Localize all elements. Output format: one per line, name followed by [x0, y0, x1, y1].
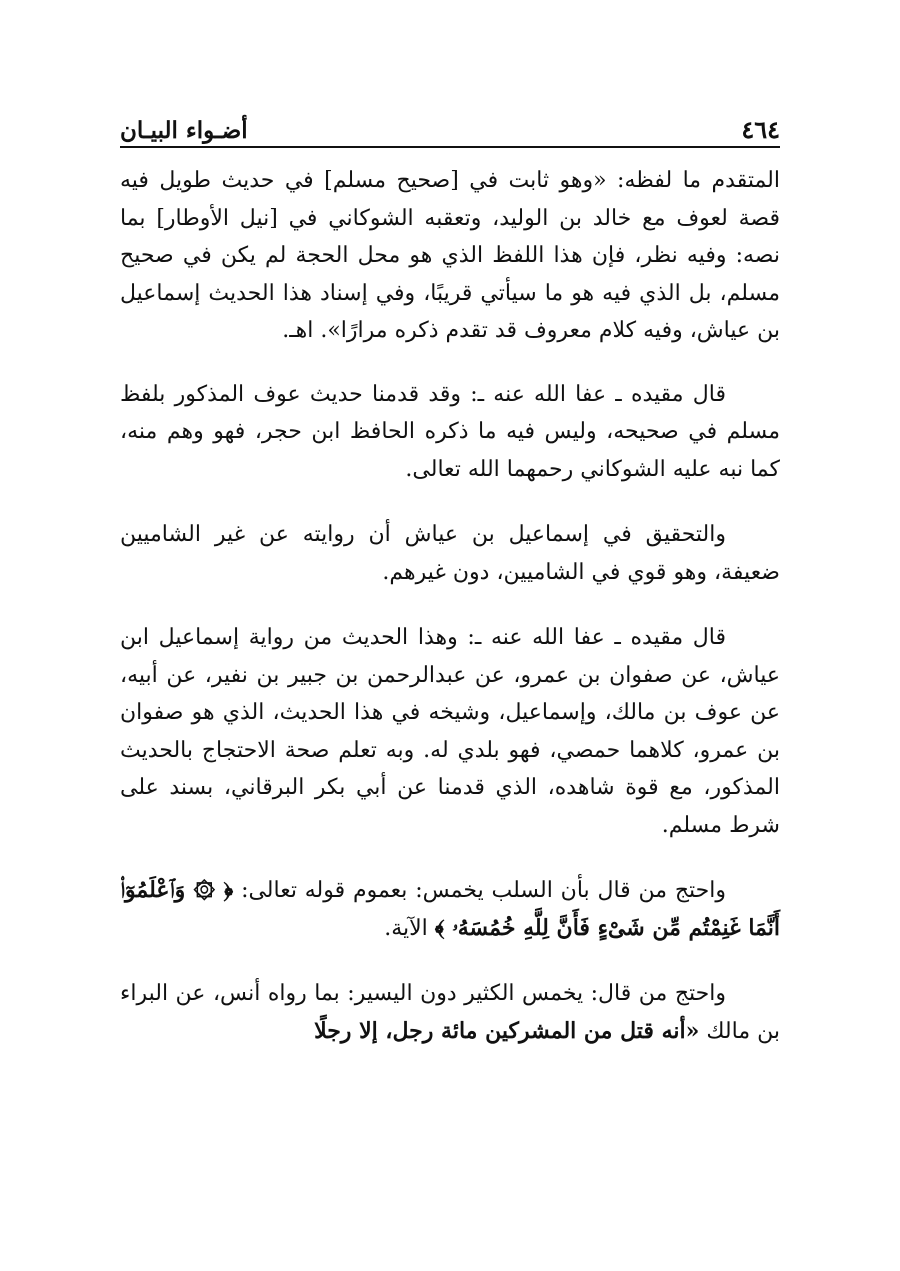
paragraph-author-comment-2: قال مقيده ـ عفا الله عنه ـ: وهذا الحديث من رواية إسماعيل ابن عياش، عن صفوان بن عمرو، عن عبدالرحمن بن جبير بن نفير، عن أبيه، عن عوف بن مالك، وإسماعيل، وشيخه في هذا الحديث، الذي هو صفوان بن عمرو، كلاهما حمصي، فهو بلدي له. وبه تعلم صحة الاحتجاج بالحديث المذكور، مع قوة شاهده، الذي قدمنا عن أبي بكر البرقاني، بسند على شرط مسلم.: [120, 625, 780, 838]
book-title: أضـواء البيـان: [120, 117, 248, 144]
verse-tail-text: الآية.: [384, 915, 428, 941]
page-number: ٤٦٤: [741, 115, 780, 144]
quran-verse: ﴿ ۞ وَٱعْلَمُوٓا۟ أَنَّمَا غَنِمْتُم مِّن شَىْءٍ فَأَنَّ لِلَّهِ خُمُسَهُۥ ﴾: [120, 877, 780, 941]
hadith-quote: «أنه قتل من المشركين مائة رجل، إلا رجلًا: [314, 1017, 700, 1044]
book-page: [120, 100, 780, 1078]
page-content: [120, 148, 780, 1050]
paragraph-verification: والتحقيق في إسماعيل بن عياش أن روايته عن غير الشاميين ضعيفة، وهو قوي في الشاميين، دون غيرهم.: [120, 522, 780, 585]
paragraph-hadith-argument: [120, 975, 780, 1050]
paragraph-quran-argument: [120, 872, 780, 947]
hadith-lead-text: واحتج من قال: يخمس الكثير دون اليسير: بما رواه أنس، عن البراء بن مالك: [120, 981, 780, 1044]
paragraph-author-comment-1: قال مقيده ـ عفا الله عنه ـ: وقد قدمنا حديث عوف المذكور بلفظ مسلم في صحيحه، وليس فيه ما ذكره الحافظ ابن حجر، فهو وهم منه، كما نبه عليه الشوكاني رحمهما الله تعالى.: [120, 381, 780, 482]
page-header: [120, 100, 780, 148]
argument-lead-text: واحتج من قال بأن السلب يخمس: بعموم قوله تعالى:: [241, 878, 726, 903]
paragraph-continuation: المتقدم ما لفظه: «وهو ثابت في [صحيح مسلم] في حديث طويل فيه قصة لعوف مع خالد بن الوليد، وتعقبه الشوكاني في [نيل الأوطار] بما نصه: وفيه نظر، فإن هذا اللفظ الذي هو محل الحجة لم يكن في صحيح مسلم، بل الذي فيه هو ما سيأتي قريبًا، وفي إسناد هذا الحديث إسماعيل بن عياش، وفيه كلام معروف قد تقدم ذكره مرارًا». اهـ.: [120, 168, 780, 343]
